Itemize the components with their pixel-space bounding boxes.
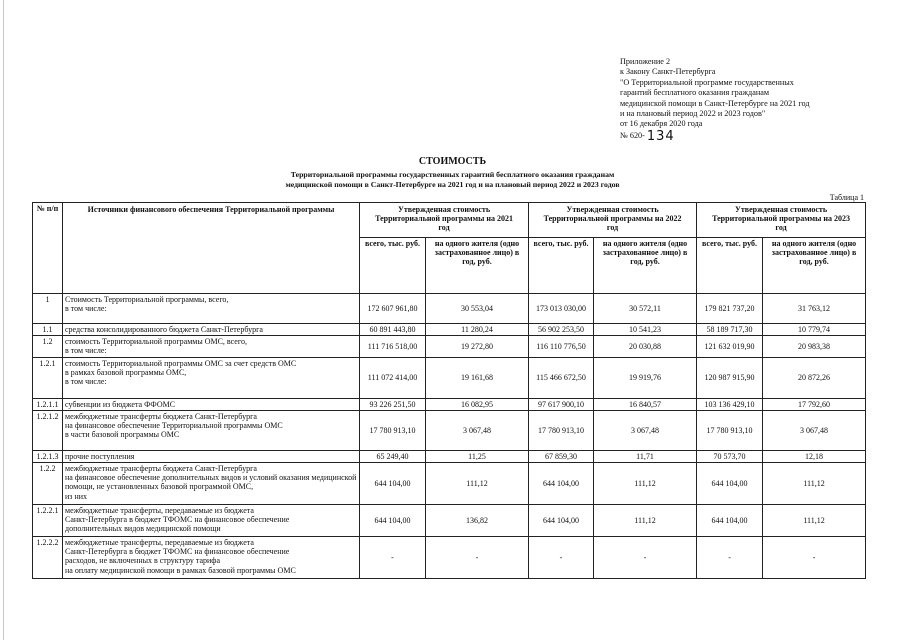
cell-total-2023: 120 987 915,90 xyxy=(697,357,763,398)
row-number: 1.2.1.1 xyxy=(33,398,63,410)
cell-total-2021: 644 104,00 xyxy=(360,505,426,537)
cell-total-2023: 179 821 737,20 xyxy=(697,294,763,324)
cell-per-capita-2021: 30 553,04 xyxy=(426,294,529,324)
cell-per-capita-2023: 111,12 xyxy=(763,505,866,537)
row-source: межбюджетные трансферты бюджета Санкт-Петербурга на финансовое обеспечение Территориальной программы ОМС в части базовой программы ОМС xyxy=(63,410,360,450)
title-sub-line-1: Территориальной программы государственных гарантий бесплатного оказания гражданам xyxy=(290,170,615,179)
subheader-per-capita-2021: на одного жителя (одно застрахованное лицо) в год, руб. xyxy=(426,238,529,294)
cell-per-capita-2021: 16 082,95 xyxy=(426,398,529,410)
row-source: межбюджетные трансферты бюджета Санкт-Петербурга на финансовое обеспечение дополнительных видов и условий оказания медицинской помощи, не установленных базовой программой ОМС, из них xyxy=(63,463,360,505)
row-number: 1.2.1.3 xyxy=(33,450,63,462)
cell-per-capita-2022: 3 067,48 xyxy=(594,410,697,450)
cell-per-capita-2022: 30 572,11 xyxy=(594,294,697,324)
header-num: № п/п xyxy=(33,203,63,294)
cell-total-2022: 644 104,00 xyxy=(529,505,594,537)
cell-per-capita-2021: 111,12 xyxy=(426,463,529,505)
table-row xyxy=(33,537,866,579)
appendix-line: от 16 декабря 2020 года xyxy=(620,119,703,129)
appendix-line: "О Территориальной программе государственных xyxy=(620,77,794,87)
title-main: СТОИМОСТЬ xyxy=(418,156,487,167)
cell-per-capita-2023: 10 779,74 xyxy=(763,324,866,336)
cell-total-2021: 65 249,40 xyxy=(360,450,426,462)
table-row xyxy=(33,294,866,324)
cell-total-2022: 97 617 900,10 xyxy=(529,398,594,410)
cell-total-2023: - xyxy=(697,537,763,579)
row-number: 1.2.2 xyxy=(33,463,63,505)
cell-total-2021: - xyxy=(360,537,426,579)
subheader-total-2022: всего, тыс. руб. xyxy=(529,238,594,294)
cell-per-capita-2023: 17 792,60 xyxy=(763,398,866,410)
title-sub-line-2: медицинской помощи в Санкт-Петербурге на 2021 год и на плановый период 2022 и 2023 годов xyxy=(285,179,620,189)
table-row xyxy=(33,410,866,450)
cell-total-2022: 17 780 913,10 xyxy=(529,410,594,450)
row-source: Стоимость Территориальной программы, всего, в том числе: xyxy=(63,294,360,324)
cell-total-2021: 60 891 443,80 xyxy=(360,324,426,336)
cell-per-capita-2021: - xyxy=(426,537,529,579)
row-source: субвенции из бюджета ФФОМС xyxy=(63,398,360,410)
cell-per-capita-2021: 19 272,80 xyxy=(426,336,529,357)
cell-per-capita-2022: 111,12 xyxy=(594,463,697,505)
appendix-line: к Закону Санкт-Петербурга xyxy=(620,67,716,77)
subheader-total-2023: всего, тыс. руб. xyxy=(697,238,763,294)
subheader-per-capita-2023: на одного жителя (одно застрахованное лицо) в год, руб. xyxy=(763,238,866,294)
header-2022: Утвержденная стоимость Территориальной программы на 2022 год xyxy=(529,203,697,238)
cost-table xyxy=(32,202,866,579)
cell-per-capita-2022: 111,12 xyxy=(594,505,697,537)
row-number: 1 xyxy=(33,294,63,324)
table-row xyxy=(33,357,866,398)
cell-total-2021: 172 607 961,80 xyxy=(360,294,426,324)
cell-total-2023: 644 104,00 xyxy=(697,463,763,505)
subheader-total-2021: всего, тыс. руб. xyxy=(360,238,426,294)
cell-total-2023: 17 780 913,10 xyxy=(697,410,763,450)
cell-total-2023: 121 632 019,90 xyxy=(697,336,763,357)
cell-per-capita-2021: 11 280,24 xyxy=(426,324,529,336)
cell-total-2023: 644 104,00 xyxy=(697,505,763,537)
cell-total-2021: 644 104,00 xyxy=(360,463,426,505)
cell-total-2021: 17 780 913,10 xyxy=(360,410,426,450)
cell-per-capita-2023: 20 872,26 xyxy=(763,357,866,398)
cell-total-2022: 173 013 030,00 xyxy=(529,294,594,324)
cell-total-2022: 644 104,00 xyxy=(529,463,594,505)
cell-per-capita-2022: 16 840,57 xyxy=(594,398,697,410)
cell-per-capita-2022: 11,71 xyxy=(594,450,697,462)
law-number-prefix: № 620- xyxy=(620,130,645,140)
table-row xyxy=(33,463,866,505)
cell-per-capita-2021: 136,82 xyxy=(426,505,529,537)
appendix-line: и на плановый период 2022 и 2023 годов" xyxy=(620,109,766,119)
table-row xyxy=(33,450,866,462)
cell-per-capita-2023: 111,12 xyxy=(763,463,866,505)
row-number: 1.2.1.2 xyxy=(33,410,63,450)
appendix-header xyxy=(620,57,890,144)
cell-total-2021: 93 226 251,50 xyxy=(360,398,426,410)
appendix-line: медицинской помощи в Санкт-Петербурге на 2021 год xyxy=(620,98,810,108)
row-source: межбюджетные трансферты, передаваемые из бюджета Санкт-Петербурга в бюджет ТФОМС на финансовое обеспечение расходов, не включенных в структуру тарифа на оплату медицинской помощи в рамках базовой программы ОМС xyxy=(63,537,360,579)
row-source: межбюджетные трансферты, передаваемые из бюджета Санкт-Петербурга в бюджет ТФОМС на финансовое обеспечение дополнительных видов медицинской помощи xyxy=(63,505,360,537)
row-number: 1.2 xyxy=(33,336,63,357)
header-source: Источники финансового обеспечения Территориальной программы xyxy=(63,203,360,294)
table-row xyxy=(33,324,866,336)
cell-total-2022: 115 466 672,50 xyxy=(529,357,594,398)
row-source: стоимость Территориальной программы ОМС за счет средств ОМС в рамках базовой программы ОМС, в том числе: xyxy=(63,357,360,398)
header-2021: Утвержденная стоимость Территориальной программы на 2021 год xyxy=(360,203,529,238)
cell-per-capita-2022: 10 541,23 xyxy=(594,324,697,336)
document-title xyxy=(0,156,905,189)
cell-per-capita-2022: 19 919,76 xyxy=(594,357,697,398)
row-number: 1.2.2.1 xyxy=(33,505,63,537)
row-source: стоимость Территориальной программы ОМС, всего, в том числе: xyxy=(63,336,360,357)
law-number-handwritten: 134 xyxy=(646,128,675,144)
cell-total-2023: 70 573,70 xyxy=(697,450,763,462)
appendix-line: гарантий бесплатного оказания гражданам xyxy=(620,88,770,98)
cell-per-capita-2021: 11,25 xyxy=(426,450,529,462)
subheader-per-capita-2022: на одного жителя (одно застрахованное лицо) в год, руб. xyxy=(594,238,697,294)
cell-total-2022: 56 902 253,50 xyxy=(529,324,594,336)
cell-total-2021: 111 072 414,00 xyxy=(360,357,426,398)
cell-total-2023: 58 189 717,30 xyxy=(697,324,763,336)
table-label: Таблица 1 xyxy=(829,193,864,202)
cell-per-capita-2022: 20 030,88 xyxy=(594,336,697,357)
cell-total-2023: 103 136 429,10 xyxy=(697,398,763,410)
appendix-line: Приложение 2 xyxy=(620,57,671,66)
cell-total-2022: 67 859,30 xyxy=(529,450,594,462)
cell-total-2022: 116 110 776,50 xyxy=(529,336,594,357)
table-row xyxy=(33,505,866,537)
row-source: средства консолидированного бюджета Санкт-Петербурга xyxy=(63,324,360,336)
cell-per-capita-2023: 31 763,12 xyxy=(763,294,866,324)
header-2023: Утвержденная стоимость Территориальной программы на 2023 год xyxy=(697,203,866,238)
cell-per-capita-2023: 12,18 xyxy=(763,450,866,462)
row-source: прочие поступления xyxy=(63,450,360,462)
header-row-1 xyxy=(33,203,866,238)
law-number xyxy=(620,128,890,144)
scan-edge-line xyxy=(3,0,4,640)
cell-per-capita-2021: 3 067,48 xyxy=(426,410,529,450)
cell-per-capita-2023: - xyxy=(763,537,866,579)
row-number: 1.2.1 xyxy=(33,357,63,398)
cell-per-capita-2023: 20 983,38 xyxy=(763,336,866,357)
cell-per-capita-2021: 19 161,68 xyxy=(426,357,529,398)
row-number: 1.1 xyxy=(33,324,63,336)
table-row xyxy=(33,398,866,410)
cell-per-capita-2023: 3 067,48 xyxy=(763,410,866,450)
cell-per-capita-2022: - xyxy=(594,537,697,579)
row-number: 1.2.2.2 xyxy=(33,537,63,579)
table-row xyxy=(33,336,866,357)
cell-total-2021: 111 716 518,00 xyxy=(360,336,426,357)
cell-total-2022: - xyxy=(529,537,594,579)
